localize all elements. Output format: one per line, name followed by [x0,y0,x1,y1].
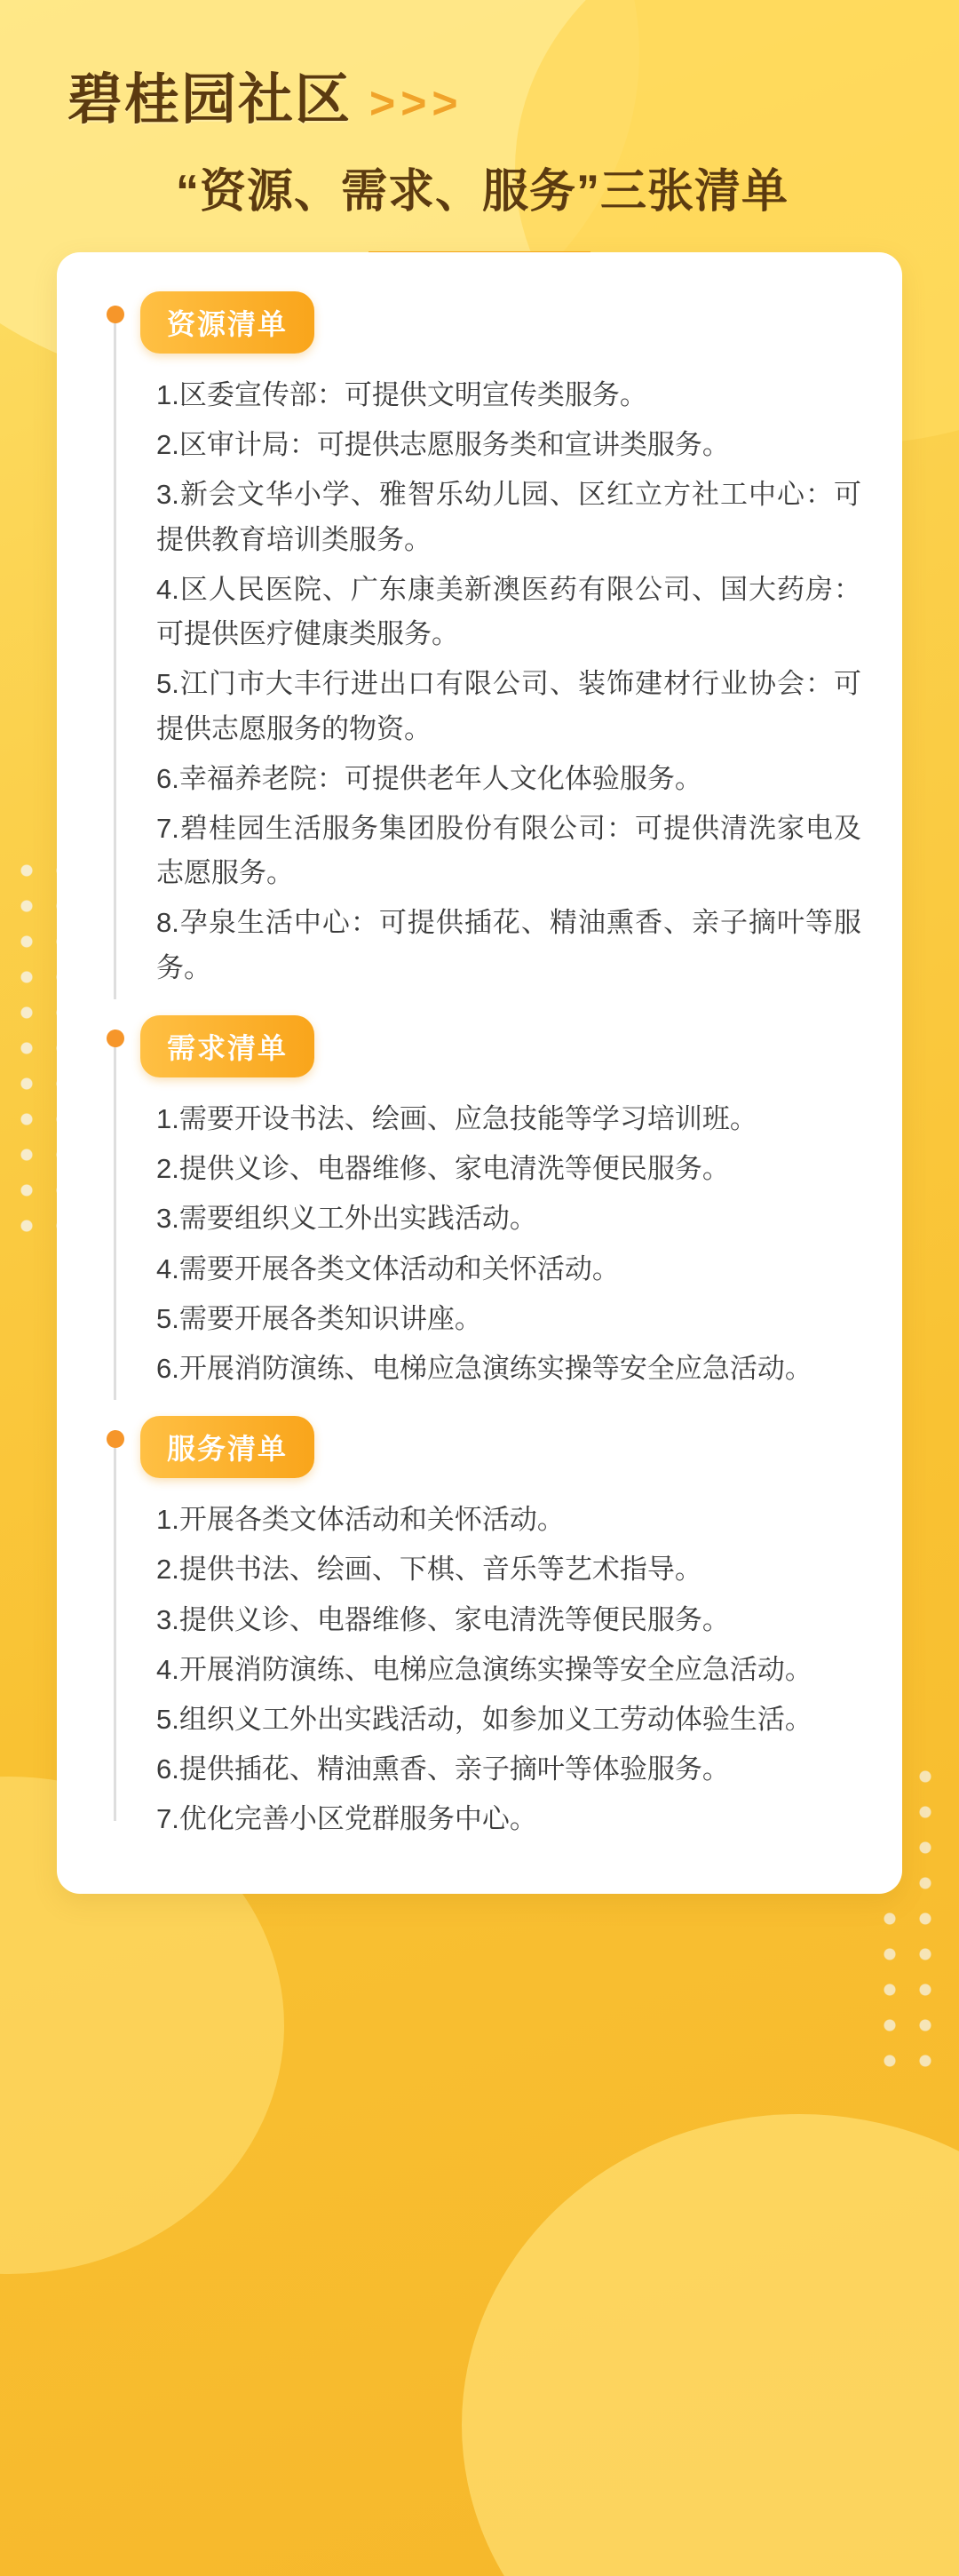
list-item: 1.需要开设书法、绘画、应急技能等学习培训班。 [156,1102,757,1134]
poster-header [0,0,959,220]
list-item: 4.需要开展各类文体活动和关怀活动。 [156,1252,620,1284]
list-item: 7.碧桂园生活服务集团股份有限公司：可提供清洗家电及志愿服务。 [156,812,861,889]
list-item: 2.提供义诊、电器维修、家电清洗等便民服务。 [156,1153,730,1185]
list-item: 6.幸福养老院：可提供老年人文化体验服务。 [156,762,702,794]
list-item: 6.开展消防演练、电梯应急演练实操等安全应急活动。 [156,1352,812,1384]
list-item: 2.提供书法、绘画、下棋、音乐等艺术指导。 [156,1554,702,1586]
list-item: 5.组织义工外出实践活动，如参加义工劳动体验生活。 [156,1704,812,1736]
section-title-badge: 资源清单 [140,291,314,354]
list-item: 4.开展消防演练、电梯应急演练实操等安全应急活动。 [156,1653,812,1685]
list-item: 1.开展各类文体活动和关怀活动。 [156,1504,565,1536]
section-title-badge: 服务清单 [140,1416,314,1478]
page-subtitle: “资源、需求、服务”三张清单 [175,166,789,218]
list-items [140,373,867,990]
list-item: 3.需要组织义工外出实践活动。 [156,1203,537,1235]
section-service-list [92,1416,867,1842]
timeline-bullet-icon [107,1030,124,1047]
content-card [57,252,902,1894]
list-item: 8.孕泉生活中心：可提供插花、精油熏香、亲子摘叶等服务。 [156,907,861,983]
timeline-bullet-icon [107,306,124,323]
list-item: 3.提供义诊、电器维修、家电清洗等便民服务。 [156,1603,730,1635]
list-items [140,1097,867,1391]
list-item: 2.区审计局：可提供志愿服务类和宣讲类服务。 [156,429,730,461]
content-card-wrapper [57,252,902,1894]
section-resource-list [92,291,867,990]
list-item: 7.优化完善小区党群服务中心。 [156,1803,537,1835]
arrows-icon: >>> [369,78,464,128]
list-item: 5.需要开展各类知识讲座。 [156,1302,482,1334]
timeline-bullet-icon [107,1430,124,1448]
list-item: 3.新会文华小学、雅智乐幼儿园、区红立方社工中心：可提供教育培训类服务。 [156,479,861,555]
page-title: 碧桂园社区 [67,69,353,131]
timeline-rail [114,1430,116,1821]
background-blob-bottom-right [462,2114,959,2576]
list-item: 4.区人民医院、广东康美新澳医药有限公司、国大药房：可提供医疗健康类服务。 [156,573,861,650]
title-row [67,55,906,134]
list-items [140,1498,867,1842]
section-demand-list [92,1015,867,1391]
section-title-badge: 需求清单 [140,1015,314,1077]
list-item: 6.提供插花、精油熏香、亲子摘叶等体验服务。 [156,1753,730,1785]
timeline-rail [114,1030,116,1400]
timeline-rail [114,306,116,999]
list-item: 5.江门市大丰行进出口有限公司、装饰建材行业协会：可提供志愿服务的物资。 [156,668,861,744]
list-item: 1.区委宣传部：可提供文明宣传类服务。 [156,379,647,410]
